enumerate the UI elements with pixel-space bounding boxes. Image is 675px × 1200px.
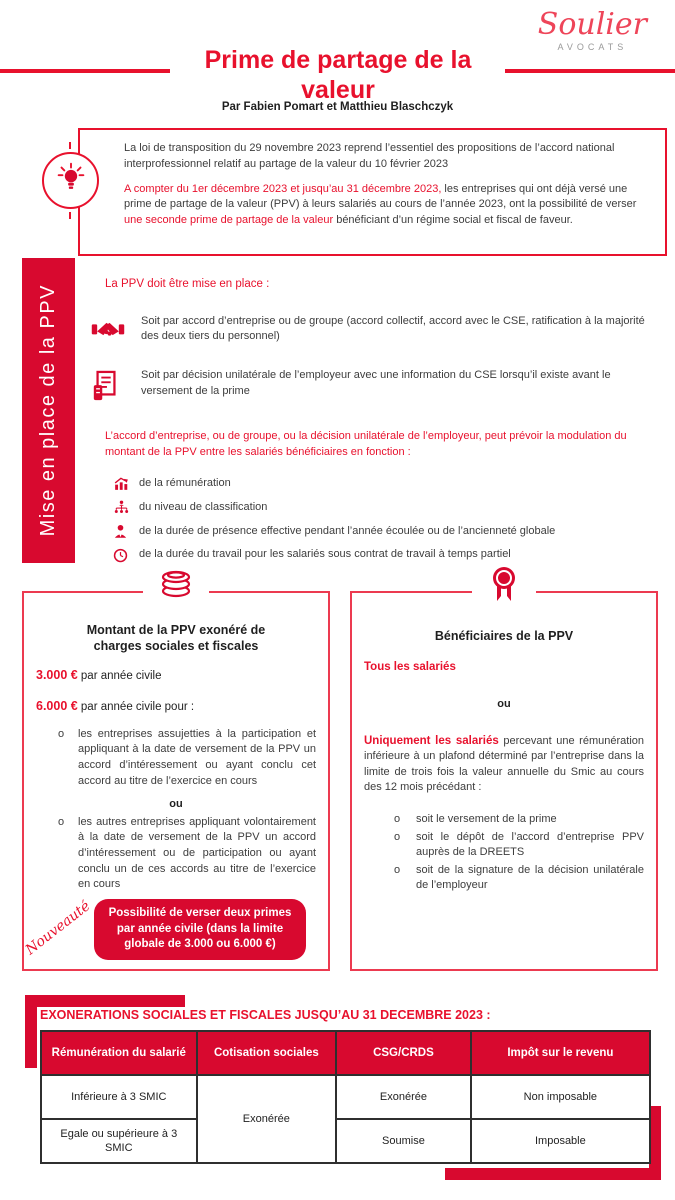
montant-bullet-1	[36, 727, 316, 789]
limit-badge: Possibilité de verser deux primes par année civile (dans la limite globale de 3.000 ou 6.000 €)	[94, 899, 306, 960]
criterion-text: du niveau de classification	[139, 500, 268, 513]
exonerations-heading: EXONERATIONS SOCIALES ET FISCALES JUSQU’AU 31 DECEMBRE 2023 :	[40, 1008, 491, 1022]
method-text: Soit par accord d’entreprise ou de groupe (accord collectif, accord avec le CSE, ratification à la majorité des deux tiers du personnel)	[141, 314, 645, 343]
chart-increase-icon	[113, 476, 130, 491]
montant-title-line2: charges sociales et fiscales	[93, 638, 259, 653]
bullet-marker: o	[394, 863, 401, 876]
handshake-icon	[91, 316, 125, 348]
criteria-list	[113, 476, 665, 563]
exonerations-table	[40, 1030, 651, 1164]
method-item	[105, 368, 665, 408]
hierarchy-icon	[113, 500, 130, 515]
criterion-item	[113, 524, 665, 540]
criterion-text: de la durée de présence effective pendant l’année écoulée ou de l’ancienneté globale	[139, 524, 556, 537]
document-icon	[91, 370, 125, 408]
page-title-line1: Prime de partage de la	[204, 46, 472, 74]
beneficiaires-bullet	[364, 863, 644, 894]
criterion-item	[113, 500, 665, 516]
cell-egale-superieure-3-smic: Egale ou supérieure à 3 SMIC	[41, 1119, 197, 1163]
montant-bullet-1-text: les entreprises assujetties à la participation et appliquant à la date de versement de la PPV un accord d’intéressement ou ayant conclu cet accord au titre de l’exercice en cours	[78, 727, 316, 787]
uniquement-paragraph	[364, 733, 644, 796]
table-row	[41, 1075, 650, 1119]
bullet-marker: o	[58, 727, 65, 740]
bullet-marker: o	[58, 815, 65, 828]
beneficiaires-bullet	[364, 812, 644, 828]
amount-line-3000	[36, 667, 316, 685]
criterion-item	[113, 476, 665, 492]
cell-inferieure-3-smic: Inférieure à 3 SMIC	[41, 1075, 197, 1119]
beneficiaires-bullet	[364, 830, 644, 861]
table-row	[41, 1119, 650, 1163]
title-rule-right	[505, 69, 675, 73]
intro-p2-red-1: A compter du 1er décembre 2023 et jusqu’au 31 décembre 2023,	[124, 182, 442, 195]
nouveaute-label: Nouveauté	[22, 898, 94, 959]
decorative-tick	[69, 212, 71, 219]
logo-subtitle: AVOCATS	[557, 42, 628, 52]
section-band-mise-en-place	[22, 258, 75, 563]
byline: Par Fabien Pomart et Matthieu Blaschczyk	[221, 101, 454, 113]
clock-icon	[113, 548, 130, 563]
beneficiaires-bullet-text: soit le dépôt de l’accord d’entreprise PPV auprès de la DREETS	[416, 830, 644, 859]
montant-box-title	[36, 623, 316, 654]
section-band-label: Mise en place de la PPV	[37, 284, 59, 537]
modulation-intro: L’accord d’entreprise, ou de groupe, ou la décision unilatérale de l’employeur, peut prévoir la modulation du montant de la PPV entre les salariés bénéficiaires en fonction :	[105, 430, 627, 459]
beneficiaires-bullet-text: soit le versement de la prime	[416, 813, 557, 825]
beneficiaires-bullet-text: soit de la signature de la décision unilatérale de l’employeur	[416, 863, 644, 892]
title-rule-left	[0, 69, 170, 73]
uniquement-rest: percevant une rémunération inférieure à un plafond déterminé par l’entreprise dans la limite de trois fois la valeur annuelle du Smic au cours des 12 mois précédant :	[364, 734, 644, 794]
intro-p2-black-1: les entreprises qui ont déjà versé une prime de partage de la valeur (PPV) à leurs salariés au cours de l’année 2023, ont la possibilité de verser	[124, 182, 637, 211]
cell-cotisations-exoneree: Exonérée	[197, 1075, 337, 1163]
beneficiaires-bullets	[364, 812, 644, 894]
beneficiaires-box	[350, 591, 658, 971]
cell-csg-exoneree: Exonérée	[336, 1075, 471, 1119]
amount-line-6000	[36, 698, 316, 716]
mise-heading: La PPV doit être mise en place :	[105, 278, 270, 290]
col-header-impot: Impôt sur le revenu	[471, 1031, 650, 1075]
intro-p2-red-2: une seconde prime de partage de la valeur	[124, 214, 334, 227]
ou-separator: ou	[497, 697, 511, 710]
cell-imposable: Imposable	[471, 1119, 650, 1163]
method-item	[105, 314, 665, 348]
amount-6000: 6.000 €	[36, 699, 78, 713]
cell-non-imposable: Non imposable	[471, 1075, 650, 1119]
cell-csg-soumise: Soumise	[336, 1119, 471, 1163]
col-header-remuneration: Rémunération du salarié	[41, 1031, 197, 1075]
amount-6000-text: par année civile pour :	[77, 701, 195, 713]
amount-3000-text: par année civile	[77, 670, 162, 683]
medal-icon	[472, 565, 536, 611]
col-header-csg-crds: CSG/CRDS	[336, 1031, 471, 1075]
logo-wordmark: Soulier	[537, 7, 647, 42]
amount-3000: 3.000 €	[36, 668, 78, 683]
criterion-text: de la rémunération	[139, 476, 231, 489]
criterion-text: de la durée du travail pour les salariés sous contrat de travail à temps partiel	[139, 548, 511, 561]
lightbulb-icon	[52, 159, 90, 202]
montant-title-line1: Montant de la PPV exonéré de	[86, 623, 266, 637]
ou-separator: ou	[169, 798, 183, 811]
col-header-cotisations: Cotisation sociales	[197, 1031, 337, 1075]
page-title-line2: valeur	[301, 75, 375, 104]
intro-box	[78, 128, 667, 256]
uniquement-red: Uniquement les salariés	[364, 734, 499, 747]
table-header-row	[41, 1031, 650, 1075]
page-title	[168, 46, 508, 105]
criterion-item	[113, 547, 665, 563]
montant-bullet-2	[36, 815, 316, 893]
bullet-marker: o	[394, 830, 401, 843]
intro-p2-black-2: bénéficiant d’un régime social et fiscal de faveur.	[333, 214, 573, 227]
lightbulb-badge	[42, 152, 99, 209]
method-text: Soit par décision unilatérale de l’employeur avec une information du CSE lorsqu’il existe avant le versement de la prime	[141, 369, 611, 398]
coins-icon	[143, 565, 209, 607]
soulier-logo	[537, 7, 647, 52]
tous-les-salaries: Tous les salariés	[364, 660, 456, 673]
mise-en-place-content	[105, 276, 665, 571]
montant-bullet-2-text: les autres entreprises appliquant volontairement à la date de versement de la PPV un accord d’intéressement ou de participation ou ayant conclu un de ces accords au titre de l’exercice en cours	[78, 815, 316, 891]
bullet-marker: o	[394, 813, 401, 825]
person-icon	[113, 524, 130, 539]
intro-paragraph-2	[124, 182, 653, 229]
decorative-tick	[69, 142, 71, 149]
beneficiaires-box-title: Bénéficiaires de la PPV	[434, 629, 574, 643]
intro-paragraph-1: La loi de transposition du 29 novembre 2023 reprend l’essentiel des propositions de l’accord national interprofessionnel relatif au partage de la valeur du 10 février 2023	[124, 142, 615, 170]
montant-box	[22, 591, 330, 971]
